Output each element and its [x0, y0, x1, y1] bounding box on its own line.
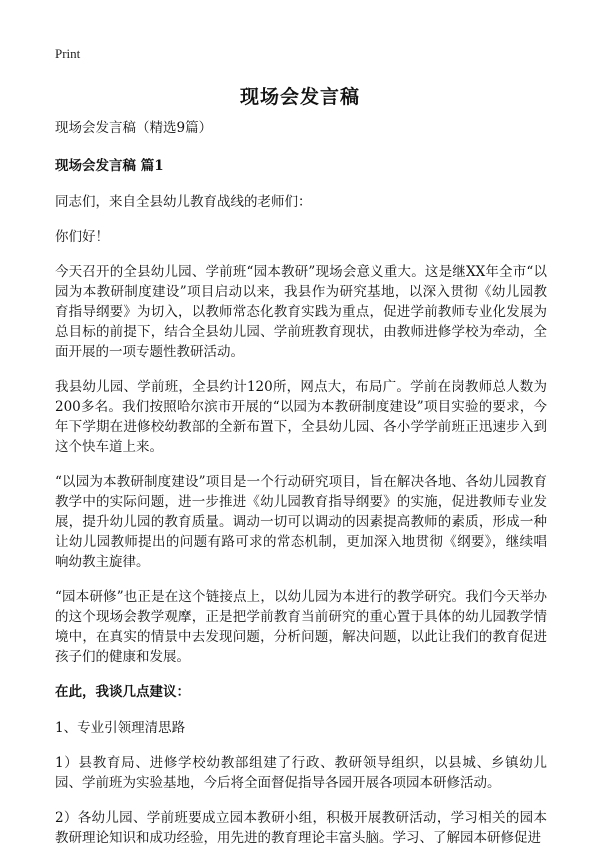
hello: 你们好！ — [55, 229, 109, 245]
paragraph: “园本研修”也正是在这个链接点上，以幼儿园为本进行的教学研究。我们今天举办的这个现场会教学观摩，正是把学前教育当前研究的重心置于具体的幼儿园教学情境中，在真实的情景中去发现问题，分析问题，解决问题，以此让我们的教育促进孩子们的健康和发展。 — [55, 589, 547, 665]
paragraph: “以园为本教研制度建设”项目是一个行动研究项目，旨在解决各地、各幼儿园教育教学中的实际问题，进一步推进《幼儿园教育指导纲要》的实施，促进教师专业发展，提升幼儿园的教育质量。调动一切可以调动的因素提高教师的素质，形成一种让幼儿园教师提出的问题有路可求的常态机制，更加深入地贯彻《纲要》，继续唱响幼教主旋律。 — [55, 474, 547, 570]
point-item: 2）各幼儿园、学前班要成立园本教研小组，积极开展教研活动，学习相关的园本教研理论知识和成功经验，用先进的教育理论丰富头脑。学习、了解园本研修促进 — [55, 810, 547, 846]
subtitle: 现场会发言稿（精选9篇） — [55, 120, 213, 136]
page-title: 现场会发言稿 — [239, 86, 360, 108]
paragraph: 今天召开的全县幼儿园、学前班“园本教研”现场会意义重大。这是继XX年全市“以园为本教研制度建设”项目启动以来，我县作为研究基地，以深入贯彻《幼儿园教育指导纲要》为切入，以教师常态化教育实践为重点，促进学前教师专业化发展为总目标的前提下，结合全县幼儿园、学前班教育现状，由教师进修学校为牵动，全面开展的一项专题性教研活动。 — [55, 264, 547, 360]
point-item: 1）县教育局、进修学校幼教部组建了行政、教研领导组织，以县城、乡镇幼儿园、学前班为实验基地，今后将全面督促指导各园开展各项园本研修活动。 — [55, 755, 547, 791]
point-title: 1、专业引领理清思路 — [55, 720, 186, 736]
suggestion-heading: 在此，我谈几点建议： — [55, 684, 190, 700]
print-link[interactable]: Print — [55, 46, 81, 61]
section-heading: 现场会发言稿 篇1 — [55, 158, 164, 174]
document-body — [55, 118, 547, 863]
paragraph: 我县幼儿园、学前班，全县约计120所，网点大，布局广。学前在岗教师总人数为200多名。我们按照哈尔滨市开展的“以园为本教研制度建设”项目实验的要求，今年下学期在进修校幼教部的全新布置下，全县幼儿园、各小学学前班正迅速步入到这个快车道上来。 — [55, 379, 547, 455]
greeting: 同志们，来自全县幼儿教育战线的老师们： — [55, 194, 312, 210]
